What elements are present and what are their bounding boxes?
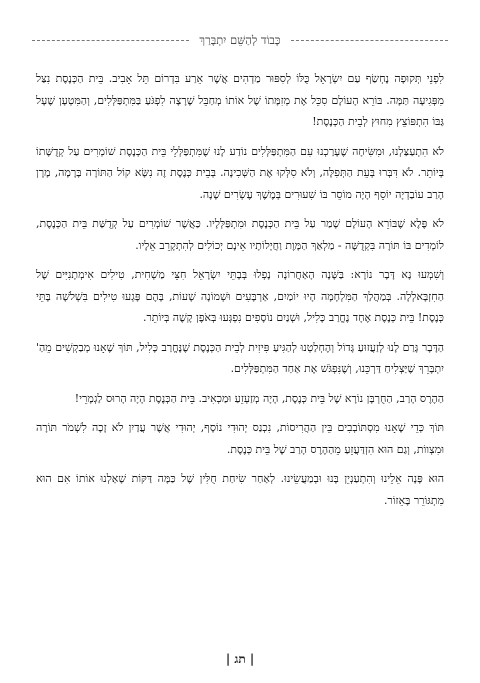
running-header xyxy=(32,30,448,50)
paragraph: וְשִׁמְעוּ נָא דָּבָר נוֹרָא: בַּשָּׁנָה הָאַחֲרוֹנָה נָפְלוּ בְּבָתֵּי יִשְׂרָאֵל חִצֵּי מַשְׁחִית, טִילִים אִימְתָנִיִּים שֶׁל הַחִזְבָּאלְלָה. בְּמַהֲלַךְ הַמִּלְחָמָה הָיוּ יוֹמַיִם, אַרְבָּעִים וּשְׁמוֹנָה שָׁעוֹת, בָּהֶם פָּגְעוּ טִילִים בִּשְׁלֹשָׁה בָּתֵּי כְּנֶסֶת! בֵּית כְּנֶסֶת אֶחָד נֶחֱרַב כָּלִיל, וּשְׁנַיִם נוֹסָפִים נִפְגְּעוּ בְּאֹפֶן קָשֶׁה בְּיוֹתֵר. xyxy=(36,268,444,324)
paragraph: הוּא פָּנָה אֵלֵינוּ וְהִתְעַנְיֵן בָּנוּ וּבְמַעֲשֵׂינוּ. לְאַחַר שִׂיחַת חֻלִּין שֶׁל כַּמָּה דַּקּוֹת שָׁאַלְנוּ אוֹתוֹ אִם הוּא מִתְגּוֹרֵר בָּאֵזוֹר. xyxy=(36,472,444,507)
page-number: | תג | xyxy=(225,652,255,666)
paragraph: הַדָּבָר גָּרַם לָנוּ לְזַעֲזוּעַ גָּדוֹל וְהֶחְלַטְנוּ לְהַגִּיעַ פִּיזִית לְבֵית הַכְּנֶסֶת שֶׁנֶּחֱרַב כָּלִיל, תּוֹךְ שֶׁאָנוּ מְבַקְשִׁים מֵהַ' יִתְבָּרֵךְ שֶׁיַּצְלִיחַ דַּרְכֵּנוּ, וְשֶׁנִּפְגֹּשׁ אֶת אַחַד הַמִּתְפַּלְּלִים. xyxy=(36,340,444,375)
paragraph: הַהֶרֶס הָרַב, הַחֻרְבָּן נוֹרָא שֶׁל בֵּית כְּנֶסֶת, הָיָה מְזַעְזֵעַ וּמַכְאִיב. בֵּית הַכְּנֶסֶת הָיָה הָרוּס לַגְמָרֵי! xyxy=(74,391,444,405)
header-rule-right xyxy=(291,40,448,41)
paragraph: לֹא הִתְעַצַּלְנוּ, וּמִשִּׂיחָה שֶׁעָרַכְנוּ עִם הַמִּתְפַּלְּלִים נוֹדַע לָנוּ שֶׁמִּתְפַּלְּלֵי בֵּית הַכְּנֶסֶת שׁוֹמְרִים עַל קְדֻשָּׁתוֹ בְּיוֹתֵר. לֹא דִּבְּרוּ בְּעֵת הַתְּפִלָּה, וְלֹא סִלְּקוּ אֶת הַשְּׁכִינָה. בְּבֵית כְּנֶסֶת זֶה נִשָּׂא קוֹל הַתּוֹרָה בָּרָמָה, מָרָן הָרַב עוֹבַדְיָה יוֹסֵף הָיָה מוֹסֵר בּוֹ שִׁעוּרִים בְּמֶשֶׁךְ עֶשְׂרִים שָׁנָה. xyxy=(36,144,444,201)
paragraph: לִפְנֵי תְּקוּפָה נֶחְשַׂף עַם יִשְׂרָאֵל כֻּלּוֹ לְסִפּוּר מַדְהִים אֲשֶׁר אֵרַע בִּדְרוֹם תֵּל אָבִיב. בֵּית הַכְּנֶסֶת נִצַּל מִפְּגִיעָה תַּמָּה. בּוֹרֵא הָעוֹלָם סִכֵּל אֶת מְזִמָּתוֹ שֶׁל אוֹתוֹ מְחַבֵּל שֶׁרָצָה לִפְגֹּעַ בַּמִּתְפַּלְּלִים, וְהַמִּטְעָן שֶׁעָל גַּבּוֹ הִתְפּוֹצֵץ מִחוּץ לְבֵית הַכְּנֶסֶת! xyxy=(36,72,444,128)
paragraph: לֹא פֶּלֶא שֶׁבּוֹרֵא הָעוֹלָם שָׁמַר עַל בֵּית הַכְּנֶסֶת וּמִתְפַּלְּלָיו. כַּאֲשֶׁר שׁוֹמְרִים עַל קְדֻשַּׁת בֵּית הַכְּנֶסֶת, לוֹמְדִים בּוֹ תּוֹרָה בִּקְדֻשָּׁה - מַלְאַךְ הַמָּוֶת וַחֲיָלוֹתָיו אֵינָם יְכוֹלִים לְהִתְקָרֵב אֵלָיו. xyxy=(36,217,444,252)
paragraph: תּוֹךְ כְּדֵי שֶׁאָנוּ מִסְתּוֹבְבִים בֵּין הַהֲרִיסוֹת, נִכְנַס יְהוּדִי נוֹסָף, יְהוּדִי אֲשֶׁר עֲדַיִן לֹא זָכָה לִשְׁמֹר תּוֹרָה וּמִצְווֹת, וְגַם הוּא הִזְדַּעֲזֵעַ מֵהַהֶרֶס הָרַב שֶׁל בֵּית כְּנֶסֶת. xyxy=(36,421,444,456)
header-rule-left xyxy=(32,40,189,41)
body-text xyxy=(36,68,444,519)
header-title: כָּבוֹד לְהַשֵּׁם יִתְבָּרַךְ xyxy=(199,33,281,47)
